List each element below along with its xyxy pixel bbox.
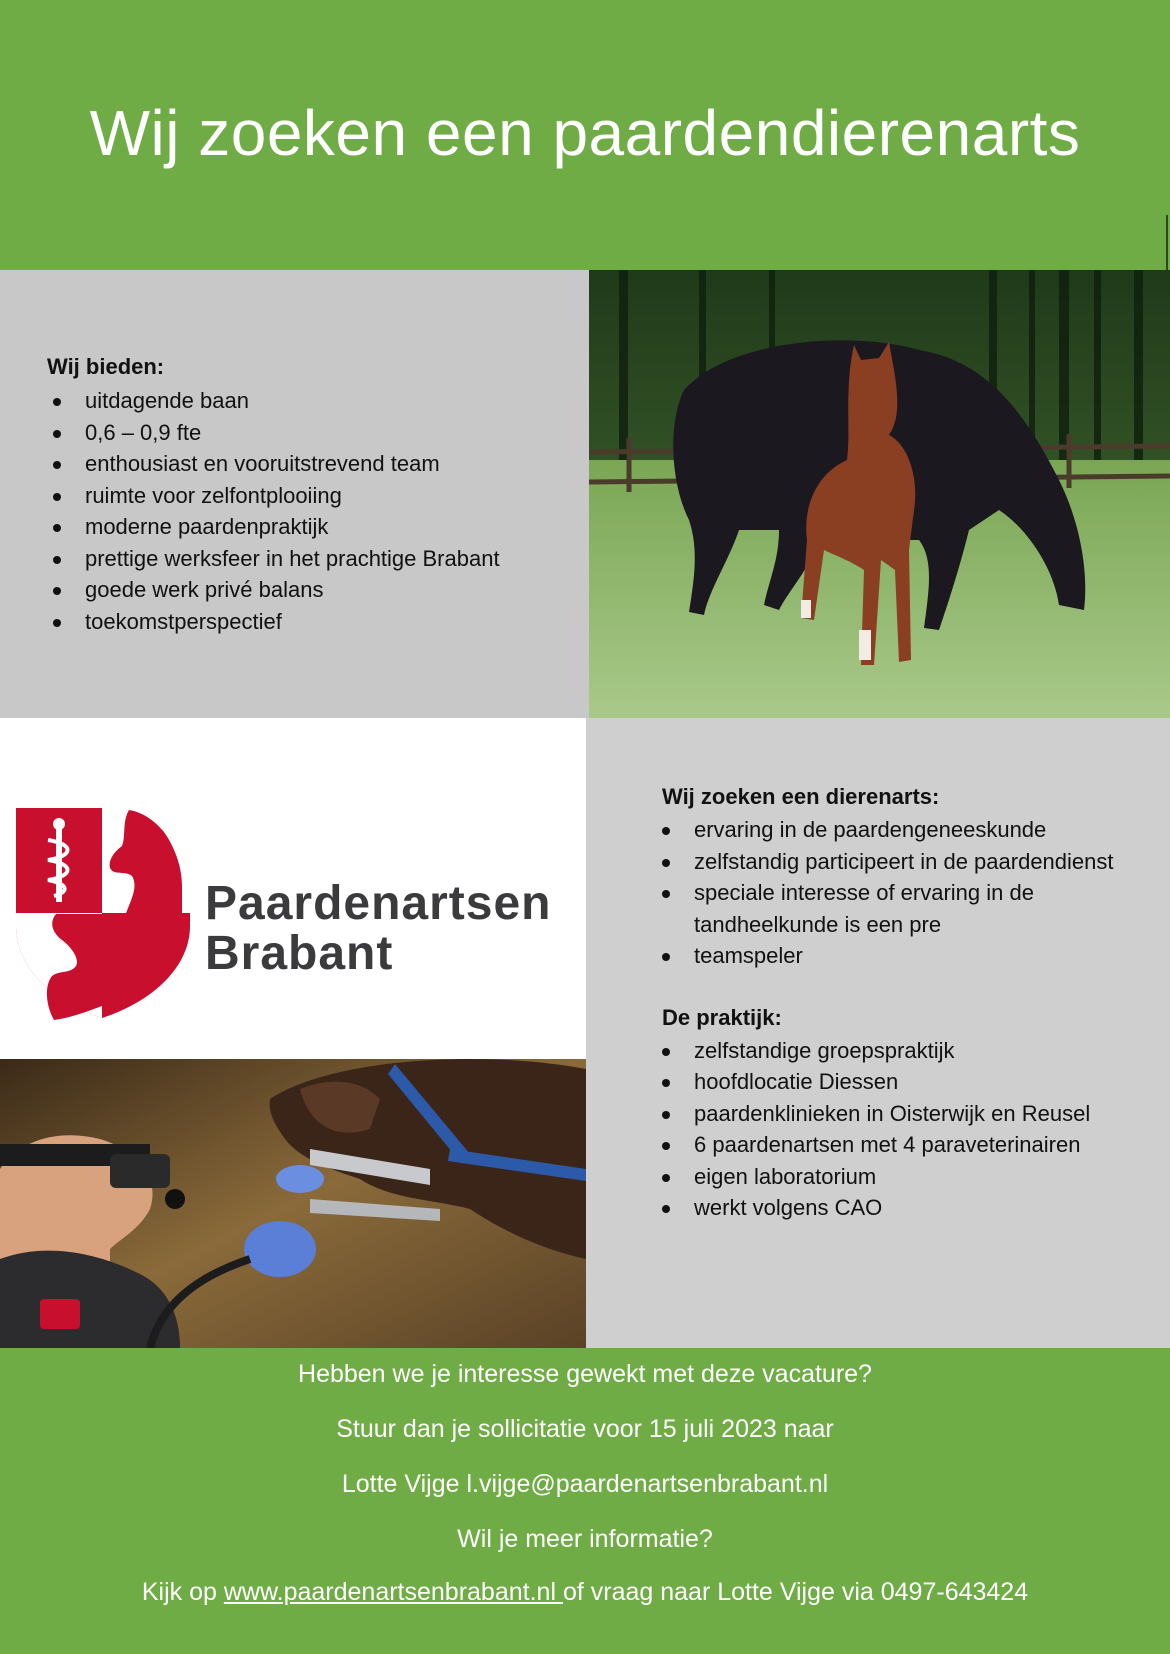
list-item: uitdagende baan <box>47 385 577 417</box>
list-item: teamspeler <box>662 940 1162 972</box>
logo-name-line1: Paardenartsen <box>205 877 552 930</box>
list-item: enthousiast en vooruitstrevend team <box>47 448 577 480</box>
list-item: paardenklinieken in Oisterwijk en Reusel <box>662 1098 1162 1130</box>
logo-panel <box>0 718 586 1059</box>
requirements-section <box>662 783 1162 1224</box>
website-link[interactable]: www.paardenartsenbrabant.nl <box>223 1578 563 1606</box>
seek-list <box>662 814 1162 972</box>
list-item: werkt volgens CAO <box>662 1192 1162 1224</box>
logo-name-line2: Brabant <box>205 927 394 980</box>
offer-section <box>47 353 577 637</box>
page-title: Wij zoeken een paardendierenarts <box>89 97 1081 169</box>
list-item: eigen laboratorium <box>662 1161 1162 1193</box>
list-item: toekomstperspectief <box>47 606 577 638</box>
shield-logo-icon <box>14 806 190 1020</box>
mare-and-foal-photo <box>589 270 1170 718</box>
footer-info-question: Wil je meer informatie? <box>457 1525 713 1553</box>
practice-heading: De praktijk: <box>662 1004 782 1030</box>
list-item: ervaring in de paardengeneeskunde <box>662 814 1162 846</box>
footer-more-info-suffix: of vraag naar Lotte Vijge via 0497-643424 <box>562 1578 1029 1606</box>
list-item: zelfstandige groepspraktijk <box>662 1035 1162 1067</box>
list-item: ruimte voor zelfontplooiing <box>47 480 577 512</box>
practice-list <box>662 1035 1162 1224</box>
footer-contact: Lotte Vijge l.vijge@paardenartsenbrabant.nl <box>341 1470 829 1498</box>
list-item: hoofdlocatie Diessen <box>662 1066 1162 1098</box>
header-edge-line <box>1166 215 1168 270</box>
footer-interest-question: Hebben we je interesse gewekt met deze vacature? <box>298 1360 872 1388</box>
list-item: zelfstandig participeert in de paardendienst <box>662 846 1162 878</box>
list-item: 0,6 – 0,9 fte <box>47 417 577 449</box>
footer-more-info <box>0 1578 1170 1607</box>
list-item: goede werk privé balans <box>47 574 577 606</box>
offer-list <box>47 385 577 637</box>
offer-heading: Wij bieden: <box>47 354 165 379</box>
footer-more-info-prefix: Kijk op <box>141 1578 224 1606</box>
vet-dental-care-photo <box>0 1059 586 1348</box>
list-item: moderne paardenpraktijk <box>47 511 577 543</box>
list-item: speciale interesse of ervaring in de tandheelkunde is een pre <box>662 877 1162 940</box>
seek-heading: Wij zoeken een dierenarts: <box>662 784 940 809</box>
footer-deadline: Stuur dan je sollicitatie voor 15 juli 2023 naar <box>336 1415 834 1443</box>
footer-banner <box>0 1348 1170 1654</box>
list-item: 6 paardenartsen met 4 paraveterinairen <box>662 1129 1162 1161</box>
list-item: prettige werksfeer in het prachtige Brabant <box>47 543 577 575</box>
